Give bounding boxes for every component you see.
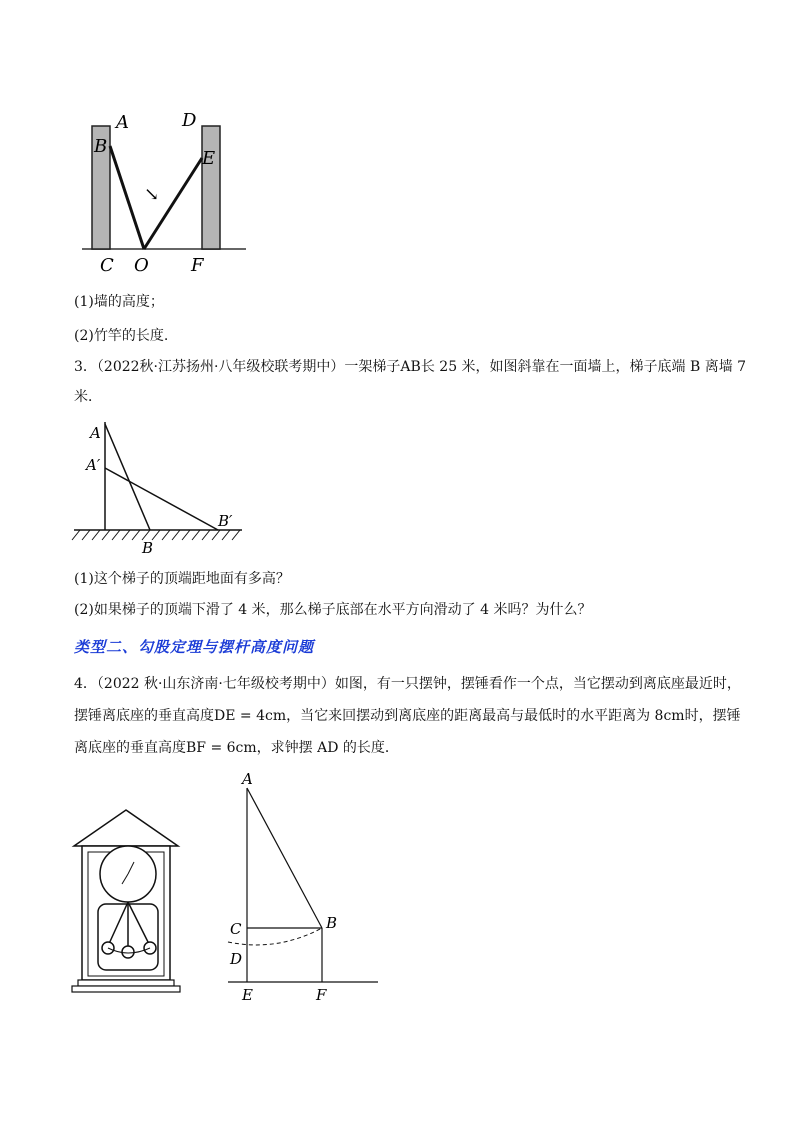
q3-part-2: (2)如果梯子的顶端下滑了 4 米，那么梯子底部在水平方向滑动了 4 米吗？为什么？ [74, 602, 592, 618]
q2-part-1: (1)墙的高度； [74, 294, 164, 310]
figure-ladder [70, 418, 250, 558]
label-A: A [242, 770, 253, 788]
label-A: A [116, 112, 129, 133]
clock-roof [74, 810, 178, 846]
figure-pendulum-geometry [222, 770, 382, 1010]
label-B: B [326, 914, 338, 932]
label-C: C [230, 920, 242, 938]
label-A-prime: A′ [86, 456, 101, 474]
clock-base-step [78, 980, 174, 986]
clock-base [72, 986, 180, 992]
line-AB [247, 788, 322, 928]
swing-arc [228, 928, 322, 945]
q3-line-1: 3．（2022秋·江苏扬州·八年级校联考期中）一架梯子AB长 25 米，如图斜靠在一面墙上，梯子底端 B 离墙 7 [74, 359, 747, 375]
ground-hatching [72, 530, 240, 540]
arrow-symbol: ↘ [144, 184, 160, 205]
label-D: D [182, 110, 197, 131]
label-A: A [90, 424, 101, 442]
ladder-slid [105, 468, 218, 530]
q3-line-2: 米． [74, 389, 102, 405]
label-F: F [316, 986, 327, 1004]
q3-part-1: (1)这个梯子的顶端距地面有多高？ [74, 571, 290, 587]
label-F: F [191, 255, 204, 276]
pendulum-bob-middle [122, 946, 134, 958]
q2-part-2: (2)竹竿的长度. [74, 328, 169, 344]
ladder-original [105, 424, 150, 530]
label-B-prime: B′ [218, 512, 233, 530]
q4-line-1: 4．（2022 秋·山东济南·七年级校考期中）如图，有一只摆钟，摆锤看作一个点，当它摆动到离底座最近时， [74, 676, 741, 692]
q4-line-3: 离底座的垂直高度BF = 6cm，求钟摆 AD 的长度． [74, 740, 399, 756]
q4-line-2: 摆锤离底座的垂直高度DE = 4cm，当它来回摆动到离底座的距离最高与最低时的水平距离为 8cm时，摆锤 [74, 708, 741, 724]
pole-left-segment [110, 146, 144, 249]
figure-pendulum-clock [68, 806, 188, 996]
label-B: B [94, 136, 108, 157]
label-O: O [134, 255, 149, 276]
right-wall [202, 126, 220, 249]
label-D: D [230, 950, 243, 968]
label-E: E [242, 986, 253, 1004]
label-E: E [202, 148, 216, 169]
figure-two-walls-pole [78, 106, 258, 276]
label-B: B [142, 539, 154, 557]
section-heading: 类型二、勾股定理与摆杆高度问题 [74, 638, 315, 656]
label-C: C [100, 255, 114, 276]
